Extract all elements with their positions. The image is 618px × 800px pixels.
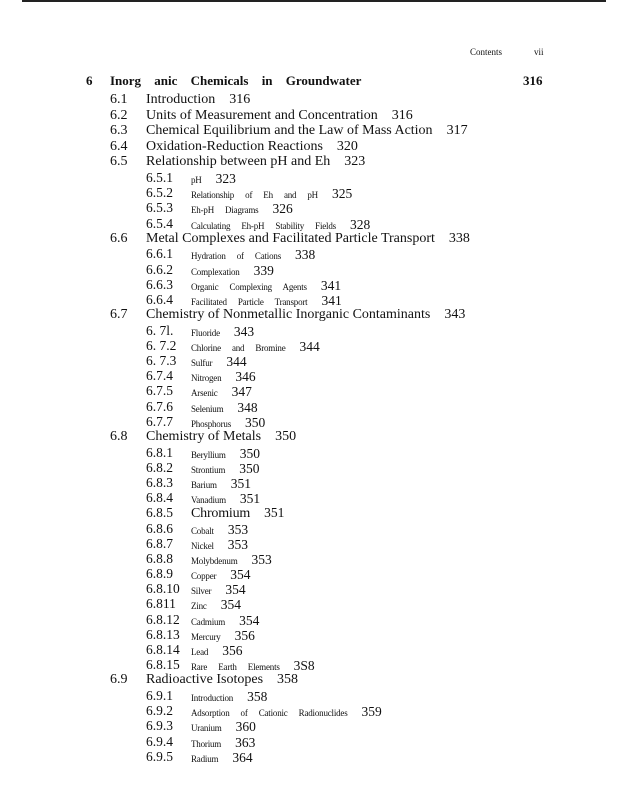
subsection-title (191, 751, 253, 766)
subsection-page: 354 (230, 567, 251, 583)
subsection-title-text: Thorium (191, 738, 222, 749)
toc-subsection[interactable] (0, 566, 618, 581)
subsection-number: 6.8.1 (146, 444, 173, 460)
subsection-title-text: Mercury (191, 631, 221, 642)
subsection-number: 6.8.14 (146, 642, 180, 657)
section-number: 6.6 (110, 230, 128, 246)
toc-subsection[interactable] (0, 596, 618, 611)
section-number: 6.5 (110, 154, 128, 170)
section-title-text: Chemical Equilibrium and the Law of Mass Action (146, 123, 433, 139)
toc-subsection[interactable] (0, 200, 618, 215)
subsection-title-text: Molybdenum (191, 555, 238, 566)
toc-subsection[interactable] (0, 627, 618, 642)
section-title (146, 672, 298, 687)
subsection-number: 6.8.15 (146, 657, 180, 673)
section-page: 338 (448, 230, 470, 246)
subsection-title-text: Sulfur (191, 358, 213, 369)
section-number: 6.9 (110, 672, 128, 688)
section-page: 316 (391, 107, 413, 123)
subsection-page: 364 (232, 749, 253, 765)
subsection-title-text: Cobalt (191, 525, 214, 536)
subsection-number: 6.6.2 (146, 261, 173, 277)
subsection-title-text: Lead (191, 647, 209, 657)
subsection-page: 350 (239, 460, 260, 476)
toc-subsection[interactable] (0, 277, 618, 292)
section-title-text: Introduction (146, 92, 216, 107)
toc-section[interactable] (0, 231, 618, 247)
subsection-page: 328 (349, 216, 371, 232)
subsection-page: 351 (264, 505, 285, 521)
subsection-page: 343 (233, 323, 255, 339)
section-title-text: Chemistry of Metals (146, 428, 262, 444)
section-page: 358 (277, 672, 299, 688)
subsection-number: 6.6.3 (146, 276, 173, 292)
chapter-heading (0, 73, 618, 93)
section-number: 6.7 (110, 307, 128, 323)
subsection-title-text: Facilitated Particle Transport (191, 296, 308, 307)
subsection-number: 6. 7.3 (146, 353, 177, 369)
subsection-number: 6.5.4 (146, 215, 173, 231)
subsection-number: 6.5.1 (146, 169, 173, 185)
subsection-number: 6.7.4 (146, 368, 173, 384)
section-number: 6.3 (110, 123, 128, 139)
subsection-title-text: Vanadium (191, 495, 226, 506)
toc-subsection[interactable] (0, 216, 618, 231)
subsection-number: 6.8.10 (146, 581, 180, 597)
toc-subsection[interactable] (0, 657, 618, 672)
toc-subsection[interactable] (0, 368, 618, 383)
toc-subsection[interactable] (0, 353, 618, 368)
subsection-page: 344 (299, 338, 320, 354)
toc-subsection[interactable] (0, 581, 618, 596)
toc-subsection[interactable] (0, 338, 618, 353)
section-title (146, 92, 250, 107)
section-page: 317 (446, 123, 468, 139)
section-title (146, 231, 470, 246)
toc-subsection[interactable] (0, 490, 618, 505)
subsection-title-text: Barium (191, 479, 217, 490)
toc-subsection[interactable] (0, 460, 618, 475)
subsection-title-text: pH (191, 174, 202, 185)
subsection-title-text: Beryllium (191, 449, 226, 460)
toc-subsection[interactable] (0, 262, 618, 277)
subsection-title-text: Chromium (191, 506, 251, 522)
subsection-number: 6.7.6 (146, 398, 173, 414)
subsection-title-text: Calculating Eh-pH Stability Fields (191, 220, 336, 231)
toc-section[interactable] (0, 672, 618, 688)
subsection-number: 6.8.12 (146, 611, 180, 627)
subsection-page: 351 (230, 475, 252, 491)
subsection-number: 6.8.3 (146, 474, 173, 490)
toc-subsection[interactable] (0, 414, 618, 429)
toc-subsection[interactable] (0, 688, 618, 703)
subsection-number: 6.8.4 (146, 490, 173, 506)
subsection-title-text: Complexation (191, 266, 240, 277)
top-rule (22, 0, 606, 2)
subsection-number: 6. 7.2 (146, 337, 177, 353)
section-title-text: Units of Measurement and Concentration (146, 107, 378, 123)
toc-subsection[interactable] (0, 475, 618, 490)
toc-section[interactable] (0, 108, 618, 124)
subsection-page: 346 (235, 369, 256, 385)
toc-subsection[interactable] (0, 749, 618, 764)
subsection-number: 6.8.5 (146, 505, 173, 521)
subsection-page: 350 (239, 445, 260, 461)
toc-section[interactable] (0, 307, 618, 323)
subsection-number: 6.6.1 (146, 246, 173, 262)
subsection-number: 6.9.4 (146, 733, 173, 749)
subsection-page: 354 (220, 597, 241, 613)
toc-subsection[interactable] (0, 170, 618, 185)
section-page: 343 (444, 307, 466, 323)
subsection-title-text: Adsorption of Cationic Radionuclides (191, 708, 348, 719)
toc-subsection[interactable] (0, 383, 618, 398)
subsection-title-text: Selenium (191, 403, 224, 414)
toc-subsection[interactable] (0, 521, 618, 536)
toc-subsection[interactable] (0, 185, 618, 200)
subsection-number: 6.8.9 (146, 566, 173, 582)
subsection-title-text: Zinc (191, 601, 207, 612)
toc-subsection[interactable] (0, 551, 618, 566)
subsection-page: 358 (247, 688, 268, 704)
subsection-title-text: Copper (191, 571, 217, 582)
toc-section[interactable] (0, 92, 618, 108)
toc-subsection[interactable] (0, 642, 618, 657)
subsection-number: 6.9.1 (146, 687, 173, 703)
subsection-title-text: Hydration of Cations (191, 251, 281, 262)
section-page: 323 (344, 154, 366, 170)
page-number: vii (534, 47, 544, 57)
subsection-page: 344 (226, 354, 247, 370)
toc-subsection[interactable] (0, 718, 618, 733)
subsection-page: 338 (295, 247, 316, 263)
subsection-page: 360 (235, 719, 256, 735)
subsection-page: 339 (253, 262, 274, 278)
subsection-page: 353 (251, 551, 272, 567)
subsection-number: 6.7.7 (146, 413, 173, 429)
subsection-page: 325 (332, 186, 353, 202)
subsection-page: 356 (222, 643, 243, 658)
chapter-title: Inorg anic Chemicals in Groundwater (110, 73, 362, 88)
subsection-title-text: Phosphorus (191, 418, 232, 429)
section-title-text: Metal Complexes and Facilitated Particle Transport (146, 230, 435, 246)
toc-subsection[interactable] (0, 445, 618, 460)
subsection-title-text: Radium (191, 753, 219, 764)
chapter-page: 316 (523, 73, 543, 88)
section-title (146, 139, 358, 154)
subsection-title-text: Arsenic (191, 388, 218, 399)
section-number: 6.4 (110, 138, 128, 154)
subsection-page: 353 (227, 536, 249, 552)
section-title-text: Chemistry of Nonmetallic Inorganic Contaminants (146, 307, 431, 323)
section-title (146, 108, 413, 123)
section-title (146, 307, 465, 322)
subsection-number: 6.9.2 (146, 703, 173, 719)
subsection-number: 6.811 (146, 596, 176, 612)
subsection-page: 347 (231, 384, 252, 400)
subsection-number: 6.9.3 (146, 718, 173, 734)
section-page: 320 (336, 138, 358, 154)
subsection-page: 353 (227, 521, 249, 537)
subsection-number: 6. 7l. (146, 322, 174, 338)
subsection-number: 6.8.2 (146, 459, 173, 475)
section-title (146, 429, 296, 444)
subsection-title-text: Organic Complexing Agents (191, 281, 307, 292)
subsection-number: 6.5.2 (146, 185, 173, 201)
subsection-page: 354 (225, 582, 246, 598)
subsection-page: 354 (239, 612, 260, 628)
toc-subsection[interactable] (0, 399, 618, 414)
toc-subsection[interactable] (0, 246, 618, 261)
toc-subsection[interactable] (0, 505, 618, 520)
subsection-number: 6.8.6 (146, 520, 173, 536)
subsection-page: 350 (245, 414, 266, 430)
subsection-number: 6.8.8 (146, 550, 173, 566)
running-header (0, 47, 618, 61)
subsection-page: 323 (215, 170, 236, 186)
subsection-title-text: Fluoride (191, 327, 220, 338)
subsection-page: 363 (235, 734, 256, 750)
toc-section[interactable] (0, 123, 618, 139)
toc-subsection[interactable] (0, 703, 618, 718)
toc-section[interactable] (0, 139, 618, 155)
subsection-title-text: Chlorine and Bromine (191, 342, 286, 353)
subsection-title-text: Strontium (191, 464, 226, 475)
subsection-number: 6.9.5 (146, 748, 173, 764)
subsection-title-text: Uranium (191, 723, 222, 734)
running-title: Contents (470, 47, 503, 57)
subsection-title-text: Eh-pH Diagrams (191, 205, 259, 216)
toc-entries (0, 92, 618, 764)
subsection-title-text: Relationship of Eh and pH (191, 190, 318, 201)
toc-subsection[interactable] (0, 292, 618, 307)
subsection-title-text: Nickel (191, 540, 214, 551)
toc-subsection[interactable] (0, 612, 618, 627)
subsection-number: 6.5.3 (146, 200, 173, 216)
subsection-page: 356 (234, 627, 255, 643)
subsection-number: 6.8.7 (146, 535, 173, 551)
section-page: 316 (229, 92, 251, 107)
subsection-title-text: Nitrogen (191, 373, 222, 384)
subsection-page: 341 (320, 277, 342, 293)
subsection-number: 6.8.13 (146, 626, 180, 642)
section-title-text: Oxidation-Reduction Reactions (146, 138, 323, 154)
section-title-text: Radioactive Isotopes (146, 672, 264, 688)
subsection-title-text: Cadmium (191, 616, 226, 627)
toc-section[interactable] (0, 429, 618, 445)
subsection-page: 3S8 (293, 658, 315, 674)
chapter-number: 6 (86, 73, 93, 88)
section-title (146, 123, 468, 138)
toc-section[interactable] (0, 154, 618, 170)
subsection-page: 359 (361, 704, 382, 720)
subsection-title-text: Silver (191, 586, 212, 597)
section-number: 6.1 (110, 92, 128, 107)
subsection-page: 341 (321, 292, 342, 308)
subsection-title (191, 505, 284, 521)
toc-subsection[interactable] (0, 536, 618, 551)
section-page: 350 (275, 428, 297, 444)
section-number: 6.8 (110, 428, 128, 444)
toc-subsection[interactable] (0, 734, 618, 749)
subsection-page: 348 (237, 399, 258, 415)
section-title (146, 154, 365, 169)
toc-subsection[interactable] (0, 323, 618, 338)
section-number: 6.2 (110, 107, 128, 123)
subsection-number: 6.7.5 (146, 383, 173, 399)
subsection-page: 351 (239, 491, 261, 507)
subsection-number: 6.6.4 (146, 291, 173, 307)
subsection-title-text: Introduction (191, 692, 234, 703)
subsection-title-text: Rare Earth Elements (191, 662, 280, 673)
section-title-text: Relationship between pH and Eh (146, 154, 331, 170)
subsection-page: 326 (272, 201, 293, 217)
